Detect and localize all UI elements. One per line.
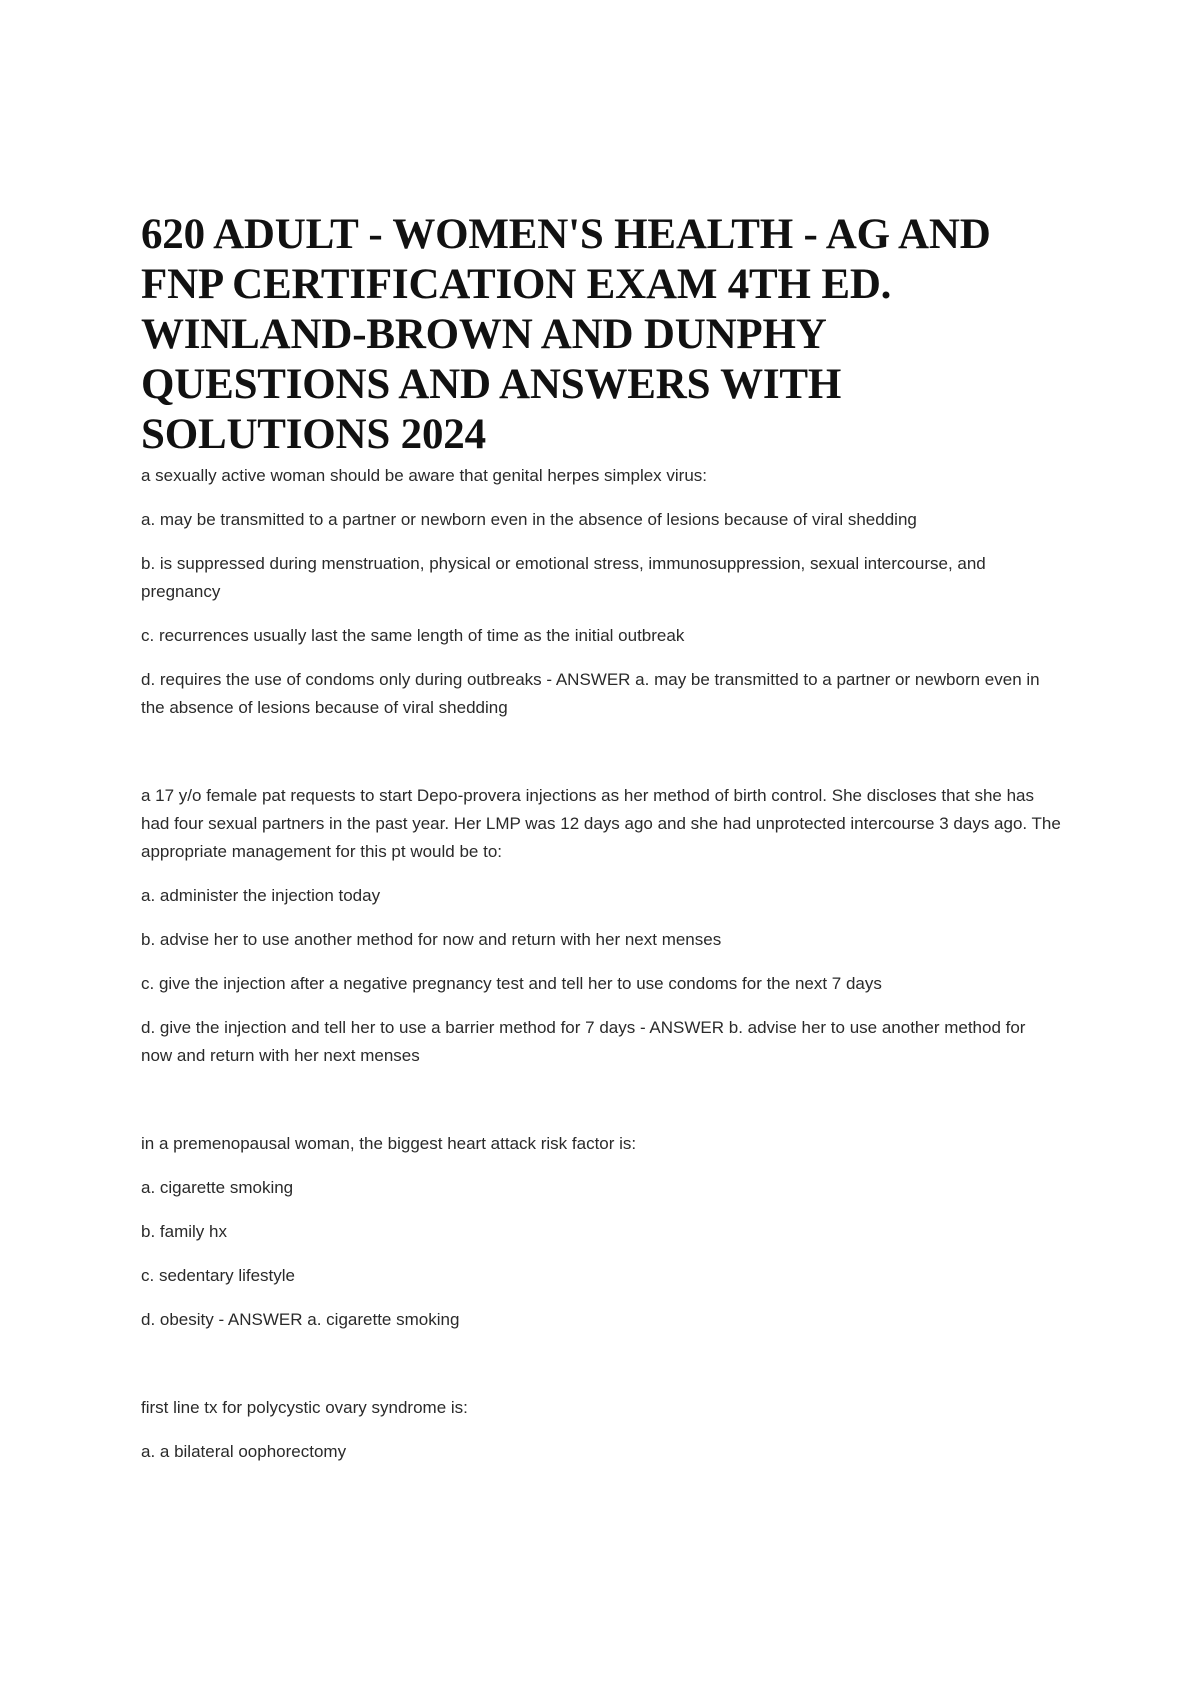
question-stem: a 17 y/o female pat requests to start Depo-provera injections as her method of birth control. She discloses that she has had four sexual partners in the past year. Her LMP was 12 days ago and she had unprotected intercourse 3 days ago. The appropriate management for this pt would be to: — [141, 786, 1061, 861]
question-stem: first line tx for polycystic ovary syndrome is: — [141, 1398, 468, 1417]
title-line: SOLUTIONS 2024 — [141, 411, 486, 458]
document-title — [141, 210, 1061, 460]
spacer — [141, 1086, 1061, 1130]
title-line: 620 ADULT - WOMEN'S HEALTH - AG AND — [141, 211, 991, 258]
answer-option: b. is suppressed during menstruation, physical or emotional stress, immunosuppression, sexual intercourse, and pregnancy — [141, 554, 986, 601]
answer-option: c. give the injection after a negative pregnancy test and tell her to use condoms for the next 7 days — [141, 974, 882, 993]
spacer — [141, 1350, 1061, 1394]
answer-option: c. recurrences usually last the same length of time as the initial outbreak — [141, 626, 685, 645]
question-3 — [141, 1130, 1061, 1334]
title-line: WINLAND-BROWN AND DUNPHY — [141, 311, 827, 358]
answer-option: a. may be transmitted to a partner or newborn even in the absence of lesions because of viral shedding — [141, 510, 917, 529]
answer-option: a. cigarette smoking — [141, 1178, 294, 1197]
question-4 — [141, 1394, 1061, 1466]
answer-option: a. administer the injection today — [141, 886, 381, 905]
answer-option: c. sedentary lifestyle — [141, 1266, 296, 1285]
spacer — [141, 738, 1061, 782]
question-stem: a sexually active woman should be aware that genital herpes simplex virus: — [141, 466, 708, 485]
answer-option: b. family hx — [141, 1222, 227, 1241]
answer-option: a. a bilateral oophorectomy — [141, 1442, 347, 1461]
title-line: FNP CERTIFICATION EXAM 4TH ED. — [141, 261, 892, 308]
question-stem: in a premenopausal woman, the biggest heart attack risk factor is: — [141, 1134, 637, 1153]
answer-option: b. advise her to use another method for now and return with her next menses — [141, 930, 722, 949]
title-line: QUESTIONS AND ANSWERS WITH — [141, 361, 842, 408]
answer-option-with-answer: d. requires the use of condoms only during outbreaks - ANSWER a. may be transmitted to a partner or newborn even in the absence of lesions because of viral shedding — [141, 670, 1040, 717]
answer-option-with-answer: d. give the injection and tell her to use a barrier method for 7 days - ANSWER b. advise her to use another method for now and return with her next menses — [141, 1018, 1026, 1065]
question-2 — [141, 782, 1061, 1070]
answer-option-with-answer: d. obesity - ANSWER a. cigarette smoking — [141, 1310, 460, 1329]
question-1 — [141, 462, 1061, 722]
document-page — [141, 210, 1061, 1482]
